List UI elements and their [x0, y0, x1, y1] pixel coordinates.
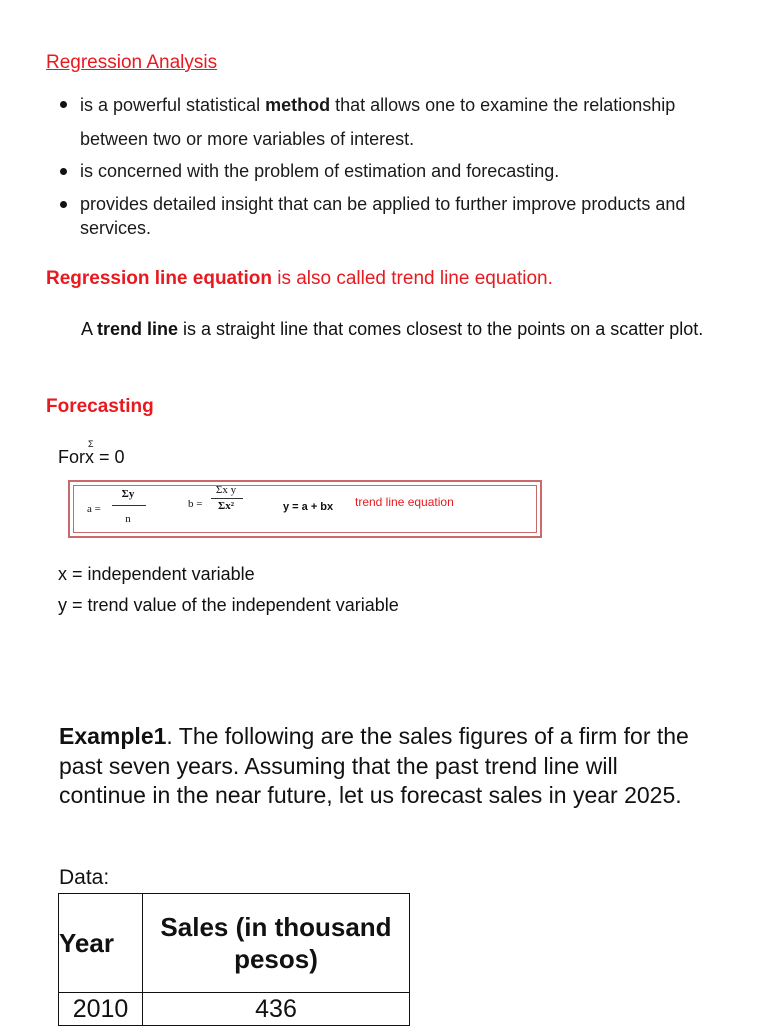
regression-analysis-heading: Regression Analysis: [46, 52, 218, 73]
trend-line-definition: [81, 317, 721, 342]
b-numerator: Σx y: [215, 484, 237, 496]
example-label: Example1: [59, 723, 167, 749]
for-x-value: = 0: [94, 447, 125, 467]
b-formula: [188, 498, 202, 510]
trend-def-text: A: [81, 319, 98, 339]
bullet-text: that allows one to examine the relationship between two or more variables of interest.: [80, 95, 676, 149]
table-cell-year: 2010: [59, 993, 143, 1026]
sales-table: [58, 893, 410, 1026]
fraction-bar: [211, 498, 243, 499]
column-header-sales: Sales (in thousand pesos): [143, 894, 410, 993]
data-label: Data:: [59, 866, 110, 889]
regression-bullet-list: [58, 88, 738, 249]
trend-def-text: is a straight line that comes closest to the points on a scatter plot.: [178, 319, 704, 339]
example-text: . The following are the sales figures of a firm for the past seven years. Assuming that the past trend line will continue in the near future, let us forecast sales in year 2025.: [59, 723, 689, 808]
trend-def-bold: trend line: [97, 319, 179, 339]
y-definition: y = trend value of the independent variable: [58, 595, 399, 615]
fraction-bar: [112, 505, 146, 506]
for-x-condition: [58, 439, 125, 468]
formula-box: [68, 480, 542, 538]
sigma-symbol: Σ: [88, 439, 94, 449]
list-item: [58, 159, 738, 183]
regression-line-rest: is also called trend line equation.: [271, 268, 553, 289]
a-numerator: Σy: [121, 488, 135, 500]
x-variable: x: [85, 447, 94, 467]
a-lhs: a =: [87, 503, 101, 515]
trend-equation-note: trend line equation: [355, 495, 454, 509]
forecasting-heading: Forecasting: [46, 396, 154, 417]
b-denominator: Σx²: [218, 500, 234, 512]
variable-definitions: [58, 559, 399, 621]
list-item: [58, 192, 738, 240]
regression-line-statement: [46, 268, 553, 290]
bullet-text: is concerned with the problem of estimation and forecasting.: [80, 161, 560, 181]
regression-line-bold: Regression line equation: [46, 268, 272, 289]
list-item: [58, 88, 738, 156]
bullet-bold-text: method: [265, 95, 331, 115]
a-formula: [87, 503, 101, 515]
bullet-text: provides detailed insight that can be applied to further improve products and services.: [80, 194, 686, 238]
table-cell-sales: 436: [143, 993, 410, 1026]
table-row: [59, 993, 410, 1026]
bullet-text: is a powerful statistical: [80, 95, 266, 115]
x-definition: x = independent variable: [58, 564, 255, 584]
b-lhs: b =: [188, 498, 203, 510]
example-paragraph: [59, 722, 699, 811]
a-denominator: n: [125, 513, 131, 525]
table-header-row: [59, 894, 410, 993]
column-header-year: Year: [59, 894, 143, 993]
trend-equation: y = a + bx: [283, 501, 334, 513]
for-x-label: For: [58, 447, 85, 467]
x-sigma-symbol: [85, 439, 94, 468]
